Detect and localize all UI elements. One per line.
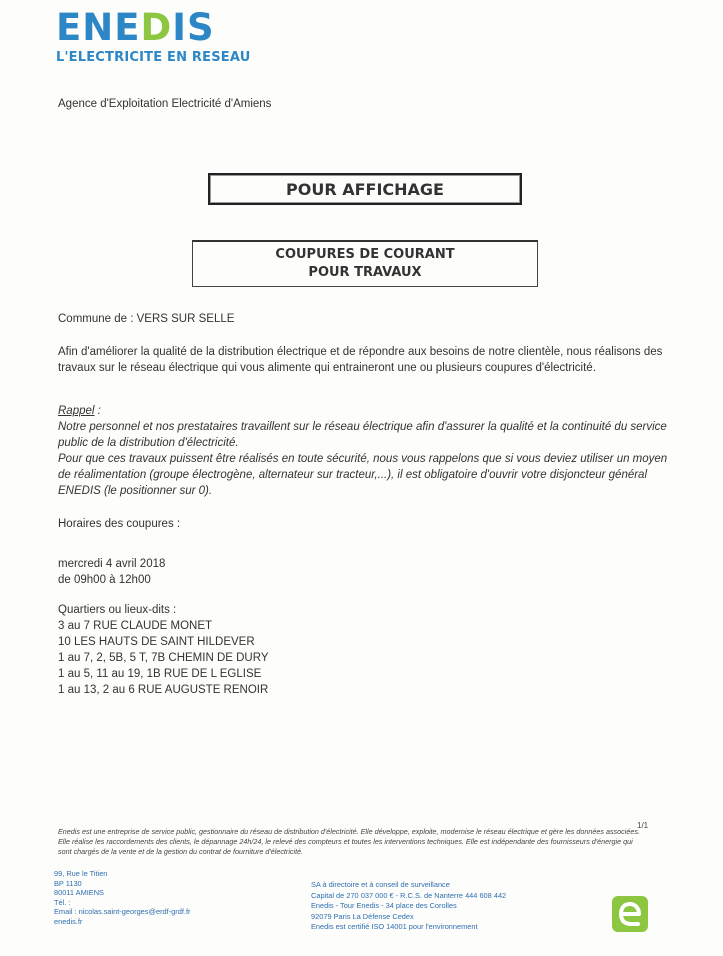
- address-email: Email : nicolas.saint-georges@erdf-grdf.fr: [54, 907, 191, 917]
- legal-line: SA à directoire et à conseil de surveillance: [311, 880, 450, 889]
- logo-tagline: L'ELECTRICITE EN RESEAU: [56, 50, 251, 65]
- address-line: BP 1130: [54, 878, 82, 888]
- legal-line: Enedis est certifié ISO 14001 pour l'environnement: [311, 922, 478, 931]
- logo-wordmark: ENEDIS: [56, 6, 215, 49]
- subtitle-box: [192, 240, 538, 287]
- agency-name: Agence d'Exploitation Electricité d'Amiens: [58, 98, 272, 110]
- rappel-paragraph-2: Pour que ces travaux puissent être réalisés en toute sécurité, nous vous rappelons que si vous deviez utiliser un moyen de réalimentation (groupe électrogène, alternateur sur tracteur,...), il est obligatoire d'ouvrir votre disjoncteur général ENEDIS (le positionner sur 0).: [58, 453, 668, 497]
- quartiers-section: [58, 602, 269, 698]
- legal-line: Capital de 270 037 000 € - R.C.S. de Nanterre 444 608 442: [311, 890, 507, 900]
- enedis-emblem-icon: [612, 896, 648, 932]
- address-line: 80011 AMIENS: [54, 888, 104, 898]
- rappel-section: Rappel : Notre personnel et nos prestataires travaillent sur le réseau électrique afin d'assurer la qualité et la continuité du service public de la distribution d'électricité. Pour que ces travaux puissent être réalisés en toute sécurité, nous vous rappelons que si vous deviez utiliser un moyen de réalimentation (groupe électrogène, alternateur sur tracteur,...), il est obligatoire d'ouvrir votre disjoncteur général ENEDIS (le positionner sur 0).: [58, 403, 678, 499]
- subtitle-line-1: COUPURES DE COURANT: [275, 247, 455, 262]
- legal-line: Enedis - Tour Enedis - 34 place des Corolles: [311, 901, 457, 910]
- horaires-label: Horaires des coupures :: [58, 518, 181, 530]
- commune-line: Commune de : VERS SUR SELLE: [58, 313, 235, 325]
- subtitle-line-2: POUR TRAVAUX: [308, 265, 422, 280]
- address-line: 99, Rue le Titien: [54, 869, 108, 878]
- rappel-paragraph-1: Notre personnel et nos prestataires travaillent sur le réseau électrique afin d'assurer la qualité et la continuité du service public de la distribution d'électricité.: [58, 421, 667, 449]
- schedule-date: mercredi 4 avril 2018: [58, 558, 166, 570]
- quartiers-label: Quartiers ou lieux-dits :: [58, 604, 177, 616]
- quartier-item: 10 LES HAUTS DE SAINT HILDEVER: [58, 636, 255, 648]
- quartier-item: 1 au 7, 2, 5B, 5 T, 7B CHEMIN DE DURY: [58, 652, 269, 664]
- schedule: [58, 556, 165, 588]
- quartier-item: 1 au 5, 11 au 19, 1B RUE DE L EGLISE: [58, 668, 262, 680]
- schedule-time: de 09h00 à 12h00: [58, 574, 151, 586]
- page-number: 1/1: [637, 821, 649, 830]
- intro-paragraph: Afin d'améliorer la qualité de la distribution électrique et de répondre aux besoins de notre clientèle, nous réalisons des travaux sur le réseau électrique qui vous alimente qui entraineront une ou plusieurs coupures d'électricité.: [58, 346, 663, 374]
- quartier-item: 3 au 7 RUE CLAUDE MONET: [58, 620, 213, 632]
- quartier-item: 1 au 13, 2 au 6 RUE AUGUSTE RENOIR: [58, 684, 269, 696]
- enedis-logo: [56, 8, 250, 65]
- rappel-heading: Rappel: [58, 405, 95, 417]
- title-box: POUR AFFICHAGE: [208, 173, 522, 205]
- footer-address: [54, 869, 190, 927]
- legal-line: 92079 Paris La Défense Cedex: [311, 911, 414, 921]
- website-link[interactable]: enedis.fr: [54, 916, 83, 926]
- footer-note: Enedis est une entreprise de service public, gestionnaire du réseau de distribution d'électricité. Elle développe, exploite, modernise le réseau électrique et gère les données associées. Elle réalise les raccordements des clients, le dépannage 24h/24, le relevé des compteurs et toutes les interventions techniques. Elle est indépendante des fournisseurs d'énergie qui sont chargés de la vente et de la gestion du contrat de fourniture d'électricité.: [58, 827, 640, 856]
- address-line: Tél. :: [54, 897, 71, 907]
- footer-legal: [311, 880, 506, 933]
